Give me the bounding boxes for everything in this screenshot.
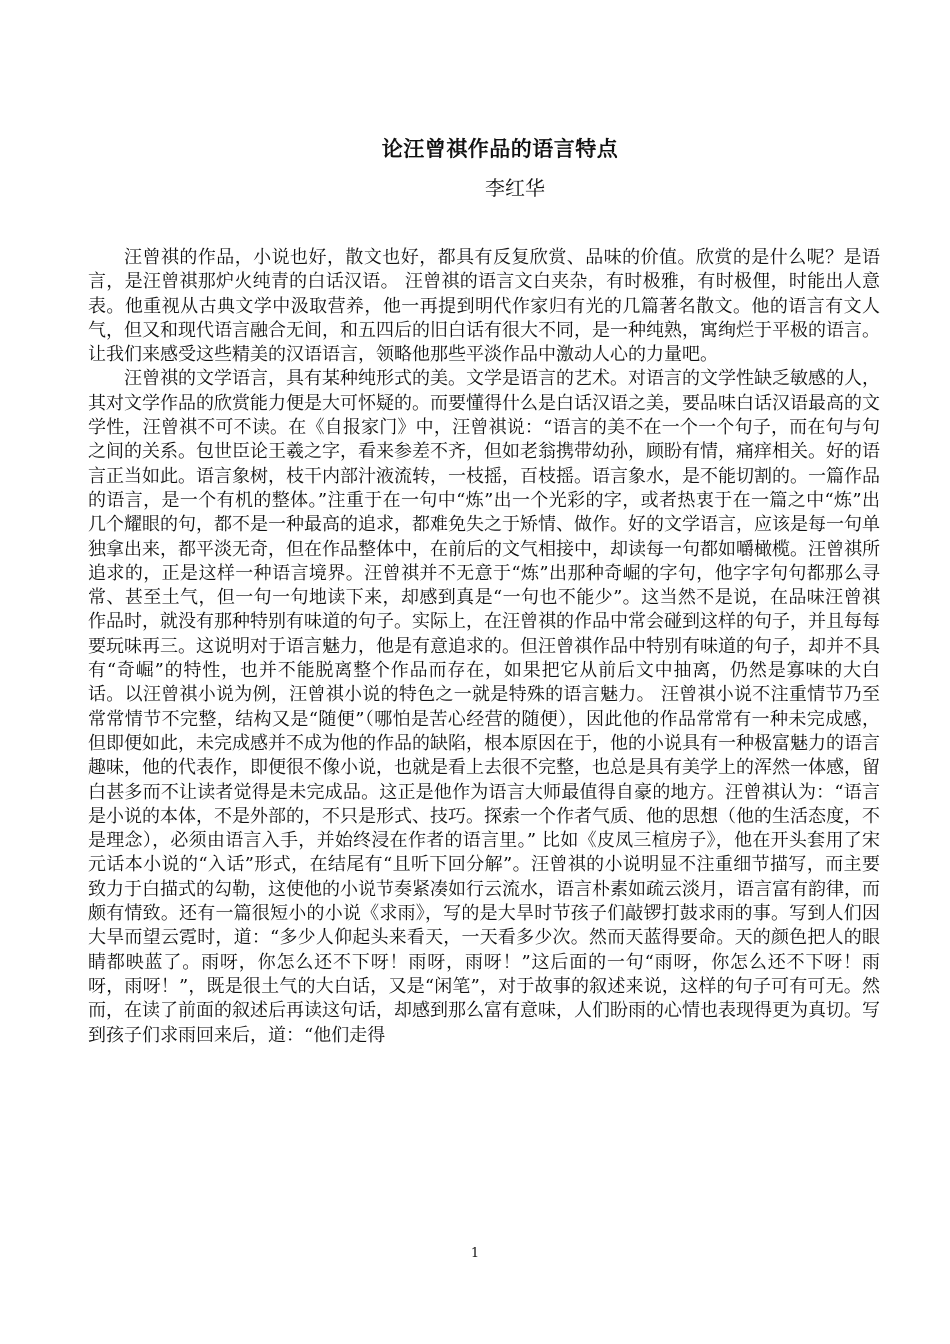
- body-text: [88, 246, 880, 1048]
- paragraph: 汪曾祺的文学语言，具有某种纯形式的美。文学是语言的艺术。对语言的文学性缺乏敏感的人，其对文学作品的欣赏能力便是大可怀疑的。而要懂得什么是白话汉语之美，要品味白话汉语最高的文学性，汪曾祺不可不读。在《自报家门》中，汪曾祺说：“语言的美不在一个一个句子，而在句与句之间的关系。包世臣论王羲之字，看来参差不齐，但如老翁携带幼孙，顾盼有情，痛痒相关。好的语言正当如此。语言象树，枝干内部汁液流转，一枝摇，百枝摇。语言象水，是不能切割的。一篇作品的语言，是一个有机的整体。”注重于在一句中“炼”出一个光彩的字，或者热衷于在一篇之中“炼”出几个耀眼的句，都不是一种最高的追求，都难免失之于矫情、做作。好的文学语言，应该是每一句单独拿出来，都平淡无奇，但在作品整体中，在前后的文气相接中，却读每一句都如嚼橄榄。汪曾祺所追求的，正是这样一种语言境界。汪曾祺并不无意于“炼”出那种奇崛的字句，他字字句句都那么寻常、甚至土气，但一句一句地读下来，却感到真是“一句也不能少”。这当然不是说，在品味汪曾祺作品时，就没有那种特别有味道的句子。实际上，在汪曾祺的作品中常会碰到这样的句子，并且每每要玩味再三。这说明对于语言魅力，他是有意追求的。但汪曾祺作品中特别有味道的句子，却并不具有“奇崛”的特性，也并不能脱离整个作品而存在，如果把它从前后文中抽离，仍然是寡味的大白话。以汪曾祺小说为例，汪曾祺小说的特色之一就是特殊的语言魅力。 汪曾祺小说不注重情节乃至常常情节不完整，结构又是“随便”（哪怕是苦心经营的随便），因此他的作品常常有一种未完成感，但即便如此，未完成感并不成为他的作品的缺陷，根本原因在于，他的小说具有一种极富魅力的语言趣味，他的代表作，即便很不像小说，也就是看上去很不完整，也总是具有美学上的浑然一体感，留白甚多而不让读者觉得是未完成品。这正是他作为语言大师最值得自豪的地方。汪曾祺认为：“语言是小说的本体，不是外部的，不只是形式、技巧。探索一个作者气质、他的思想（他的生活态度，不是理念），必须由语言入手，并始终浸在作者的语言里。” 比如《皮凤三楦房子》，他在开头套用了宋元话本小说的“入话”形式，在结尾有“且听下回分解”。汪曾祺的小说明显不注重细节描写，而主要致力于白描式的勾勒，这使他的小说节奏紧凑如行云流水，语言朴素如疏云淡月，语言富有韵律，而颇有情致。还有一篇很短小的小说《求雨》，写的是大旱时节孩子们敲锣打鼓求雨的事。写到人们因大旱而望云霓时，道：“多少人仰起头来看天，一天看多少次。然而天蓝得要命。天的颜色把人的眼睛都映蓝了。雨呀，你怎么还不下呀！雨呀，雨呀！”这后面的一句“雨呀，你怎么还不下呀！雨呀，雨呀！”，既是很土气的大白话，又是“闲笔”，对于故事的叙述来说，这样的句子可有可无。然而，在读了前面的叙述后再读这句话，却感到那么富有意味，人们盼雨的心情也表现得更为真切。写到孩子们求雨回来后，道：“他们走得: [88, 368, 880, 1046]
- page-number: 1: [470, 1246, 480, 1261]
- paragraph: 汪曾祺的作品，小说也好，散文也好，都具有反复欣赏、品味的价值。欣赏的是什么呢？是语言，是汪曾祺那炉火纯青的白话汉语。 汪曾祺的语言文白夹杂，有时极雅，有时极俚，时能出人意表。他重视从古典文学中汲取营养，他一再提到明代作家归有光的几篇著名散文。他的语言有文人气，但又和现代语言融合无间，和五四后的旧白话有很大不同，是一种纯熟，寓绚烂于平极的语言。让我们来感受这些精美的汉语语言，领略他那些平淡作品中激动人心的力量吧。: [88, 247, 880, 366]
- author-name: 李红华: [485, 176, 545, 200]
- document-title: 论汪曾祺作品的语言特点: [381, 136, 619, 161]
